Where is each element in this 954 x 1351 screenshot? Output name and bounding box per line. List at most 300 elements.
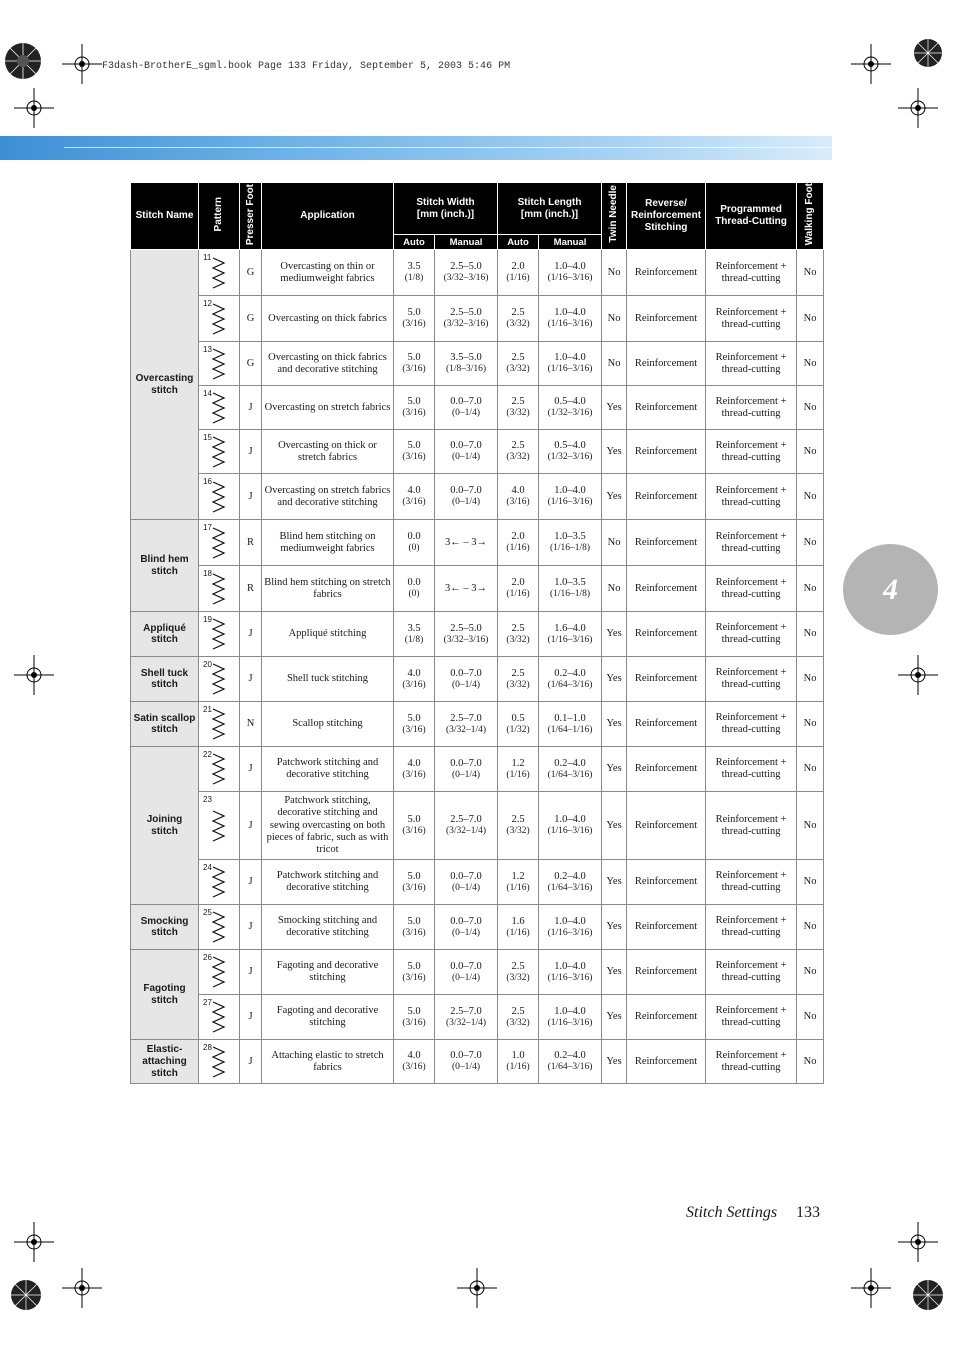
width-auto-cell-value: 5.0 <box>407 307 421 319</box>
walking-foot-cell: No <box>797 474 824 520</box>
width-auto-cell-value: 5.0 <box>407 960 421 972</box>
width-auto-cell <box>394 342 435 386</box>
reverse-cell: Reinforcement <box>627 657 706 702</box>
walking-foot-cell: No <box>797 342 824 386</box>
programmed-cell: Reinforcement + thread-cutting <box>706 905 797 950</box>
length-manual-cell-inch: (1/64–1/16) <box>547 724 593 735</box>
length-auto-cell-inch: (3/32) <box>506 972 530 983</box>
length-manual-cell <box>539 612 602 657</box>
width-auto-cell-inch: (3/16) <box>402 972 426 983</box>
width-manual-cell <box>435 296 498 342</box>
pattern-cell <box>199 950 240 995</box>
table-row <box>131 950 824 995</box>
length-auto-cell-inch: (3/32) <box>506 826 530 837</box>
width-manual-cell <box>435 474 498 520</box>
length-auto-cell-inch: (1/16) <box>506 769 530 780</box>
programmed-cell: Reinforcement + thread-cutting <box>706 386 797 430</box>
programmed-cell: Reinforcement + thread-cutting <box>706 1040 797 1084</box>
width-auto-cell-inch: (3/16) <box>402 769 426 780</box>
reverse-cell: Reinforcement <box>627 474 706 520</box>
width-auto-cell-inch: (3/16) <box>402 679 426 690</box>
twin-needle-cell: Yes <box>602 995 627 1040</box>
registration-mark-icon <box>908 1272 954 1318</box>
width-auto-cell <box>394 430 435 474</box>
width-manual-cell-value: 2.5–5.0 <box>450 261 482 273</box>
length-auto-cell <box>498 474 539 520</box>
length-auto-cell-inch: (1/16) <box>506 1062 530 1073</box>
length-manual-cell-value: 0.1–1.0 <box>554 712 586 724</box>
application-cell: Fagoting and decorative stitching <box>262 950 394 995</box>
width-manual-cell <box>435 430 498 474</box>
length-auto-cell-value: 2.5 <box>511 1005 525 1017</box>
width-manual-cell <box>435 747 498 792</box>
stitch-name-cell: Smocking stitch <box>131 905 199 950</box>
width-auto-cell-inch: (3/16) <box>402 882 426 893</box>
width-auto-cell <box>394 566 435 612</box>
header-width-auto: Auto <box>394 235 435 250</box>
width-manual-cell <box>435 250 498 296</box>
table-row <box>131 342 824 386</box>
pattern-cell <box>199 430 240 474</box>
width-manual-cell <box>435 702 498 747</box>
stitch-name-cell: Joining stitch <box>131 747 199 905</box>
width-auto-cell-value: 4.0 <box>407 757 421 769</box>
length-manual-cell-inch: (1/16–3/16) <box>547 497 593 508</box>
table-header-row <box>131 183 824 235</box>
crosshair-icon <box>62 44 102 84</box>
pattern-cell <box>199 250 240 296</box>
pattern-cell <box>199 296 240 342</box>
pattern-number: 27 <box>203 998 212 1008</box>
walking-foot-cell: No <box>797 792 824 860</box>
width-auto-cell-value: 5.0 <box>407 814 421 826</box>
length-auto-cell-value: 2.5 <box>511 622 525 634</box>
walking-foot-cell: No <box>797 520 824 566</box>
length-auto-cell-value: 2.0 <box>511 577 525 589</box>
registration-mark-icon <box>908 38 954 84</box>
width-auto-cell-inch: (3/16) <box>402 319 426 330</box>
width-manual-cell-inch: (3/32–3/16) <box>443 634 489 645</box>
length-auto-cell-inch: (3/32) <box>506 1017 530 1028</box>
width-auto-cell-inch: (1/8) <box>404 634 424 645</box>
width-auto-cell <box>394 386 435 430</box>
width-auto-cell-value: 5.0 <box>407 712 421 724</box>
length-manual-cell <box>539 474 602 520</box>
length-manual-cell-inch: (1/16–3/16) <box>547 1017 593 1028</box>
reverse-cell: Reinforcement <box>627 342 706 386</box>
stitch-pattern-icon <box>209 909 229 945</box>
width-manual-cell-inch: (3/32–3/16) <box>443 273 489 284</box>
header-length-auto: Auto <box>498 235 539 250</box>
length-auto-cell-inch: (3/32) <box>506 452 530 463</box>
length-manual-cell <box>539 250 602 296</box>
twin-needle-cell: No <box>602 296 627 342</box>
presser-foot-cell: J <box>240 474 262 520</box>
header-band <box>0 136 832 160</box>
width-manual-cell-inch: (3/32–3/16) <box>443 319 489 330</box>
presser-foot-cell: G <box>240 296 262 342</box>
width-auto-cell-inch: (3/16) <box>402 452 426 463</box>
length-auto-cell <box>498 1040 539 1084</box>
crosshair-icon <box>457 1268 497 1308</box>
table-row <box>131 747 824 792</box>
length-manual-cell-value: 0.2–4.0 <box>554 757 586 769</box>
table-body <box>131 250 824 1084</box>
length-auto-cell-value: 2.0 <box>511 531 525 543</box>
length-auto-cell-value: 2.5 <box>511 960 525 972</box>
presser-foot-cell: J <box>240 386 262 430</box>
application-cell: Overcasting on thin or mediumweight fabrics <box>262 250 394 296</box>
crosshair-icon <box>14 1222 54 1262</box>
twin-needle-cell: Yes <box>602 702 627 747</box>
presser-foot-cell: J <box>240 792 262 860</box>
walking-foot-cell: No <box>797 612 824 657</box>
table-row <box>131 566 824 612</box>
width-auto-cell <box>394 474 435 520</box>
programmed-cell: Reinforcement + thread-cutting <box>706 296 797 342</box>
length-manual-cell <box>539 995 602 1040</box>
reverse-cell: Reinforcement <box>627 995 706 1040</box>
length-manual-cell-value: 1.0–3.5 <box>554 577 586 589</box>
width-manual-cell-value: 0.0–7.0 <box>450 1050 482 1062</box>
header-stitch-name: Stitch Name <box>131 183 199 250</box>
length-auto-cell <box>498 250 539 296</box>
length-manual-cell <box>539 747 602 792</box>
width-auto-cell-inch: (3/16) <box>402 364 426 375</box>
walking-foot-cell: No <box>797 860 824 905</box>
width-manual-cell-inch: (0–1/4) <box>452 497 480 508</box>
chapter-number: 4 <box>883 572 898 606</box>
footer-page-number: 133 <box>796 1204 820 1221</box>
header-width-manual: Manual <box>435 235 498 250</box>
walking-foot-cell: No <box>797 657 824 702</box>
length-manual-cell-value: 1.0–4.0 <box>554 915 586 927</box>
width-auto-cell <box>394 995 435 1040</box>
header-stitch-width: Stitch Width [mm (inch.)] <box>394 183 498 235</box>
presser-foot-cell: G <box>240 342 262 386</box>
chapter-tab <box>843 544 938 635</box>
application-cell: Overcasting on thick fabrics <box>262 296 394 342</box>
width-auto-cell-value: 5.0 <box>407 352 421 364</box>
table-row <box>131 520 824 566</box>
width-manual-cell-inch: (0–1/4) <box>452 452 480 463</box>
width-auto-cell <box>394 950 435 995</box>
width-manual-cell <box>435 995 498 1040</box>
walking-foot-cell: No <box>797 995 824 1040</box>
stitch-name-cell: Blind hem stitch <box>131 520 199 612</box>
table-row <box>131 250 824 296</box>
length-manual-cell-value: 1.0–4.0 <box>554 307 586 319</box>
application-cell: Attaching elastic to stretch fabrics <box>262 1040 394 1084</box>
length-manual-cell-inch: (1/32–3/16) <box>547 452 593 463</box>
length-auto-cell-value: 2.5 <box>511 440 525 452</box>
length-auto-cell-value: 1.6 <box>511 915 525 927</box>
length-manual-cell <box>539 702 602 747</box>
width-manual-cell-inch: (3/32–1/4) <box>445 826 487 837</box>
pattern-cell <box>199 612 240 657</box>
print-header: F3dash-BrotherE_sgml.book Page 133 Friday, September 5, 2003 5:46 PM <box>102 61 511 72</box>
header-pattern: Pattern <box>199 183 240 250</box>
programmed-cell: Reinforcement + thread-cutting <box>706 792 797 860</box>
pattern-cell <box>199 905 240 950</box>
length-manual-cell <box>539 1040 602 1084</box>
programmed-cell: Reinforcement + thread-cutting <box>706 995 797 1040</box>
reverse-cell: Reinforcement <box>627 1040 706 1084</box>
width-auto-cell-inch: (3/16) <box>402 1062 426 1073</box>
crosshair-icon <box>851 44 891 84</box>
pattern-cell <box>199 520 240 566</box>
twin-needle-cell: No <box>602 566 627 612</box>
application-cell: Patchwork stitching and decorative stitching <box>262 747 394 792</box>
pattern-number: 12 <box>203 299 212 309</box>
twin-needle-cell: No <box>602 250 627 296</box>
walking-foot-cell: No <box>797 747 824 792</box>
pattern-cell <box>199 702 240 747</box>
length-manual-cell-inch: (1/64–3/16) <box>547 882 593 893</box>
length-auto-cell <box>498 430 539 474</box>
twin-needle-cell: Yes <box>602 792 627 860</box>
pattern-cell <box>199 747 240 792</box>
stitch-name-cell: Fagoting stitch <box>131 950 199 1040</box>
stitch-pattern-icon <box>209 390 229 426</box>
length-manual-cell-value: 1.0–3.5 <box>554 531 586 543</box>
walking-foot-cell: No <box>797 386 824 430</box>
reverse-cell: Reinforcement <box>627 905 706 950</box>
stitch-pattern-icon <box>209 525 229 561</box>
length-auto-cell-value: 2.5 <box>511 667 525 679</box>
width-manual-cell-value: 3← – 3→ <box>445 582 487 594</box>
reverse-cell: Reinforcement <box>627 950 706 995</box>
width-manual-cell-inch: (3/32–1/4) <box>445 1017 487 1028</box>
length-manual-cell <box>539 860 602 905</box>
stitch-pattern-icon <box>209 479 229 515</box>
width-auto-cell-value: 0.0 <box>407 577 421 589</box>
crosshair-icon <box>62 1268 102 1308</box>
pattern-cell <box>199 860 240 905</box>
length-manual-cell-value: 1.6–4.0 <box>554 622 586 634</box>
header-stitch-length: Stitch Length [mm (inch.)] <box>498 183 602 235</box>
length-auto-cell-inch: (3/32) <box>506 634 530 645</box>
width-manual-cell-inch: (0–1/4) <box>452 1062 480 1073</box>
walking-foot-cell: No <box>797 250 824 296</box>
crosshair-icon <box>898 88 938 128</box>
width-auto-cell-value: 4.0 <box>407 1050 421 1062</box>
length-manual-cell-value: 1.0–4.0 <box>554 485 586 497</box>
length-auto-cell-inch: (3/16) <box>506 497 530 508</box>
length-manual-cell <box>539 950 602 995</box>
length-manual-cell <box>539 657 602 702</box>
crosshair-icon <box>898 1222 938 1262</box>
length-auto-cell <box>498 342 539 386</box>
width-manual-cell <box>435 1040 498 1084</box>
length-auto-cell-value: 2.5 <box>511 396 525 408</box>
application-cell: Overcasting on thick fabrics and decorative stitching <box>262 342 394 386</box>
width-manual-cell <box>435 566 498 612</box>
header-walking-foot: Walking Foot <box>797 183 824 250</box>
width-manual-cell-value: 3← – 3→ <box>445 536 487 548</box>
table-row <box>131 612 824 657</box>
length-manual-cell-value: 0.5–4.0 <box>554 396 586 408</box>
table-row <box>131 905 824 950</box>
width-auto-cell <box>394 657 435 702</box>
stitch-pattern-icon <box>209 954 229 990</box>
width-auto-cell-inch: (3/16) <box>402 1017 426 1028</box>
twin-needle-cell: Yes <box>602 474 627 520</box>
walking-foot-cell: No <box>797 950 824 995</box>
length-auto-cell-inch: (3/32) <box>506 679 530 690</box>
length-manual-cell <box>539 566 602 612</box>
stitch-name-cell: Shell tuck stitch <box>131 657 199 702</box>
width-manual-cell-value: 0.0–7.0 <box>450 440 482 452</box>
table-row <box>131 430 824 474</box>
twin-needle-cell: Yes <box>602 950 627 995</box>
application-cell: Patchwork stitching and decorative stitching <box>262 860 394 905</box>
crosshair-icon <box>898 655 938 695</box>
width-manual-cell <box>435 657 498 702</box>
length-auto-cell <box>498 950 539 995</box>
stitch-pattern-icon <box>209 808 229 844</box>
pattern-cell <box>199 995 240 1040</box>
width-auto-cell <box>394 520 435 566</box>
length-auto-cell <box>498 566 539 612</box>
walking-foot-cell: No <box>797 430 824 474</box>
pattern-cell <box>199 657 240 702</box>
stitch-name-cell: Elastic-attaching stitch <box>131 1040 199 1084</box>
stitch-name-cell: Satin scallop stitch <box>131 702 199 747</box>
twin-needle-cell: Yes <box>602 905 627 950</box>
length-auto-cell-value: 2.5 <box>511 307 525 319</box>
reverse-cell: Reinforcement <box>627 250 706 296</box>
width-manual-cell-inch: (0–1/4) <box>452 679 480 690</box>
width-manual-cell-value: 2.5–5.0 <box>450 622 482 634</box>
pattern-cell <box>199 1040 240 1084</box>
length-manual-cell-inch: (1/16–3/16) <box>547 364 593 375</box>
presser-foot-cell: G <box>240 250 262 296</box>
length-manual-cell-inch: (1/16–3/16) <box>547 634 593 645</box>
application-cell: Fagoting and decorative stitching <box>262 995 394 1040</box>
header-band-rule <box>64 147 832 148</box>
length-manual-cell-value: 0.2–4.0 <box>554 1050 586 1062</box>
reverse-cell: Reinforcement <box>627 860 706 905</box>
length-manual-cell-inch: (1/16–3/16) <box>547 319 593 330</box>
twin-needle-cell: Yes <box>602 1040 627 1084</box>
table-row <box>131 860 824 905</box>
twin-needle-cell: Yes <box>602 430 627 474</box>
length-auto-cell-inch: (3/32) <box>506 408 530 419</box>
programmed-cell: Reinforcement + thread-cutting <box>706 566 797 612</box>
width-auto-cell <box>394 296 435 342</box>
width-auto-cell-value: 5.0 <box>407 440 421 452</box>
length-manual-cell <box>539 342 602 386</box>
width-manual-cell-value: 0.0–7.0 <box>450 960 482 972</box>
length-manual-cell-inch: (1/16–3/16) <box>547 826 593 837</box>
length-manual-cell-inch: (1/16–3/16) <box>547 273 593 284</box>
stitch-name-cell: Appliqué stitch <box>131 612 199 657</box>
width-manual-cell-value: 3.5–5.0 <box>450 352 482 364</box>
width-manual-cell-value: 2.5–7.0 <box>450 712 482 724</box>
application-cell: Overcasting on stretch fabrics <box>262 386 394 430</box>
walking-foot-cell: No <box>797 1040 824 1084</box>
pattern-number: 19 <box>203 615 212 625</box>
pattern-number: 22 <box>203 750 212 760</box>
length-auto-cell-inch: (1/16) <box>506 543 530 554</box>
length-manual-cell <box>539 792 602 860</box>
walking-foot-cell: No <box>797 905 824 950</box>
width-manual-cell <box>435 386 498 430</box>
reverse-cell: Reinforcement <box>627 296 706 342</box>
table-row <box>131 792 824 860</box>
width-auto-cell-inch: (3/16) <box>402 826 426 837</box>
width-auto-cell <box>394 860 435 905</box>
presser-foot-cell: J <box>240 860 262 905</box>
length-auto-cell-value: 2.0 <box>511 261 525 273</box>
pattern-cell <box>199 792 240 860</box>
length-manual-cell <box>539 386 602 430</box>
width-auto-cell-value: 4.0 <box>407 667 421 679</box>
stitch-settings-table <box>130 182 824 1084</box>
pattern-number: 24 <box>203 863 212 873</box>
application-cell: Smocking stitching and decorative stitching <box>262 905 394 950</box>
pattern-number: 18 <box>203 569 212 579</box>
presser-foot-cell: N <box>240 702 262 747</box>
length-auto-cell <box>498 520 539 566</box>
reverse-cell: Reinforcement <box>627 702 706 747</box>
width-manual-cell-inch: (3/32–1/4) <box>445 724 487 735</box>
header-twin-needle: Twin Needle <box>602 183 627 250</box>
pattern-number: 17 <box>203 523 212 533</box>
pattern-number: 28 <box>203 1043 212 1053</box>
length-auto-cell-inch: (1/16) <box>506 273 530 284</box>
width-manual-cell-value: 2.5–7.0 <box>450 1005 482 1017</box>
footer-section-title: Stitch Settings <box>686 1204 778 1221</box>
length-auto-cell-value: 1.0 <box>511 1050 525 1062</box>
width-manual-cell-inch: (0–1/4) <box>452 972 480 983</box>
stitch-pattern-icon <box>209 999 229 1035</box>
header-length-manual: Manual <box>539 235 602 250</box>
reverse-cell: Reinforcement <box>627 747 706 792</box>
length-auto-cell-value: 2.5 <box>511 814 525 826</box>
walking-foot-cell: No <box>797 702 824 747</box>
width-auto-cell-inch: (0) <box>408 589 420 600</box>
stitch-pattern-icon <box>209 864 229 900</box>
application-cell: Patchwork stitching, decorative stitching and sewing overcasting on both pieces of fabric, such as with tricot <box>262 792 394 860</box>
stitch-pattern-icon <box>209 616 229 652</box>
length-auto-cell-value: 0.5 <box>511 712 525 724</box>
length-auto-cell-inch: (1/16) <box>506 589 530 600</box>
table-row <box>131 296 824 342</box>
width-auto-cell-value: 5.0 <box>407 396 421 408</box>
width-manual-cell-value: 0.0–7.0 <box>450 915 482 927</box>
pattern-number: 26 <box>203 953 212 963</box>
reverse-cell: Reinforcement <box>627 430 706 474</box>
programmed-cell: Reinforcement + thread-cutting <box>706 860 797 905</box>
pattern-number: 15 <box>203 433 212 443</box>
reverse-cell: Reinforcement <box>627 566 706 612</box>
length-manual-cell-inch: (1/16–1/8) <box>549 589 591 600</box>
pattern-number: 11 <box>203 253 212 263</box>
pattern-cell <box>199 566 240 612</box>
application-cell: Blind hem stitching on mediumweight fabrics <box>262 520 394 566</box>
width-manual-cell-inch: (0–1/4) <box>452 882 480 893</box>
pattern-number: 21 <box>203 705 212 715</box>
length-auto-cell-value: 2.5 <box>511 352 525 364</box>
pattern-cell <box>199 474 240 520</box>
length-auto-cell <box>498 747 539 792</box>
presser-foot-cell: J <box>240 430 262 474</box>
table-row <box>131 1040 824 1084</box>
length-manual-cell-inch: (1/32–3/16) <box>547 408 593 419</box>
width-manual-cell-value: 0.0–7.0 <box>450 757 482 769</box>
